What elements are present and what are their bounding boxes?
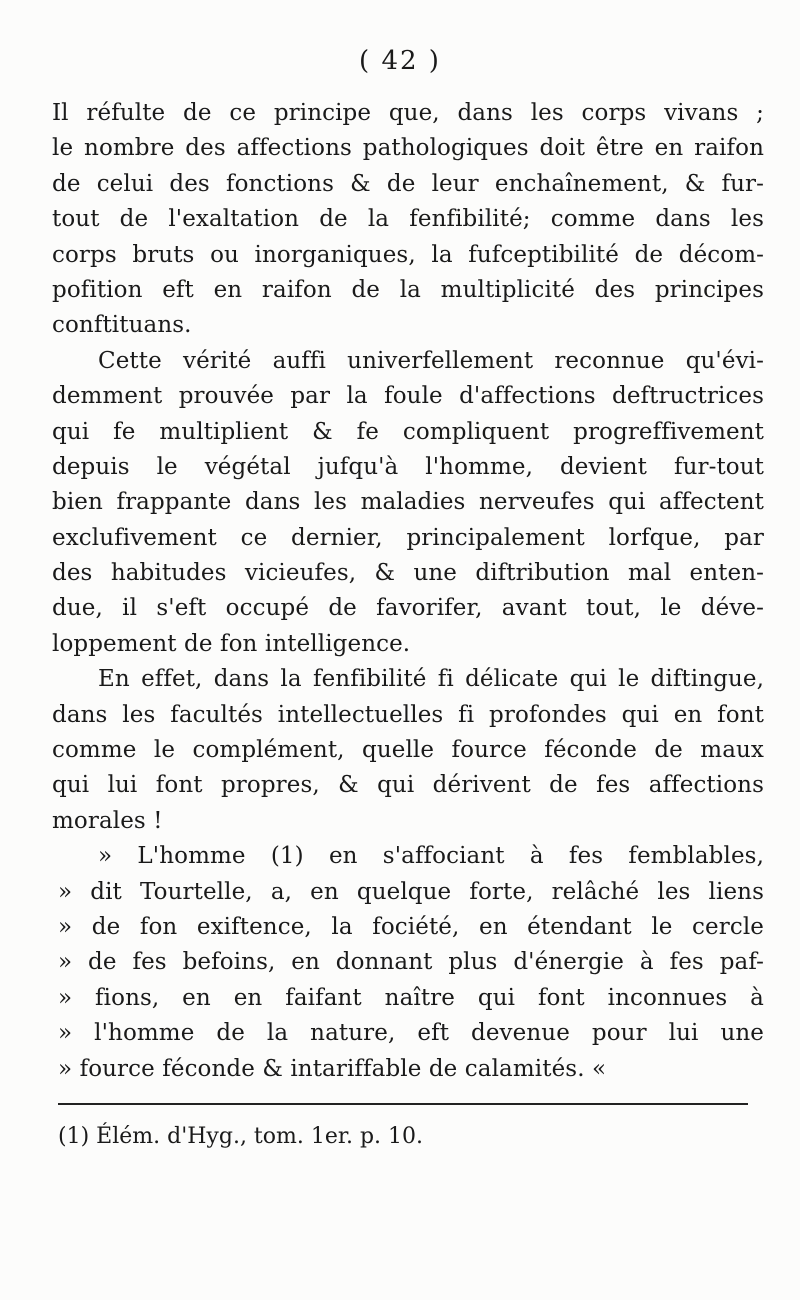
text-line: depuis le végétal jufqu'à l'homme, devient fur-tout [52,453,764,480]
quote-line: » l'homme de la nature, eft devenue pour lui une [58,1020,764,1047]
text-line: Cette vérité auffi univerfellement reconnue qu'évi- [98,347,764,374]
text-line: conftituans. [52,312,192,339]
quote-line: » L'homme (1) en s'affociant à fes femblables, [98,843,764,870]
quote-line: » fource féconde & intariffable de calamités. « [58,1055,607,1082]
text-line: loppement de fon intelligence. [52,630,411,657]
quote-line: » de fon exiftence, la fociété, en étendant le cercle [58,913,764,940]
text-line: En effet, dans la fenfibilité fi délicate qui le diftingue, [98,666,764,693]
text-line: le nombre des affections pathologiques doit être en raifon [52,135,764,162]
quote-line: » de fes befoins, en donnant plus d'énergie à fes paf- [58,949,764,976]
text-line: bien frappante dans les maladies nerveufes qui affectent [52,489,764,516]
text-line: qui lui font propres, & qui dérivent de fes affections [52,772,764,799]
text-line: morales ! [52,807,163,834]
text-line: pofition eft en raifon de la multiplicité des principes [52,276,764,303]
quote-line: » fions, en en faifant naître qui font inconnues à [58,984,764,1011]
text-line: de celui des fonctions & de leur enchaînement, & fur- [52,170,764,197]
text-line: corps bruts ou inorganiques, la fufceptibilité de décom- [52,241,764,268]
quote-line: » dit Tourtelle, a, en quelque forte, relâché les liens [58,878,764,905]
page-number: ( 42 ) [359,46,441,76]
text-line: due, il s'eft occupé de favorifer, avant tout, le déve- [52,595,764,622]
body-text [52,96,764,1087]
text-line: Il réfulte de ce principe que, dans les corps vivans ; [52,100,764,126]
text-line: qui fe multiplient & fe compliquent progreffivement [52,418,764,445]
text-line: demment prouvée par la foule d'affections deftructrices [52,383,764,410]
footnote: (1) Élém. d'Hyg., tom. 1er. p. 10. [58,1124,424,1149]
text-line: dans les facultés intellectuelles fi profondes qui en font [52,701,764,728]
text-line: exclufivement ce dernier, principalement lorfque, par [52,524,764,551]
footnote-divider [58,1103,748,1105]
text-line: comme le complément, quelle fource féconde de maux [52,737,764,764]
text-line: des habitudes vicieufes, & une diftribution mal enten- [52,560,764,587]
text-line: tout de l'exaltation de la fenfibilité; comme dans les [52,206,764,233]
